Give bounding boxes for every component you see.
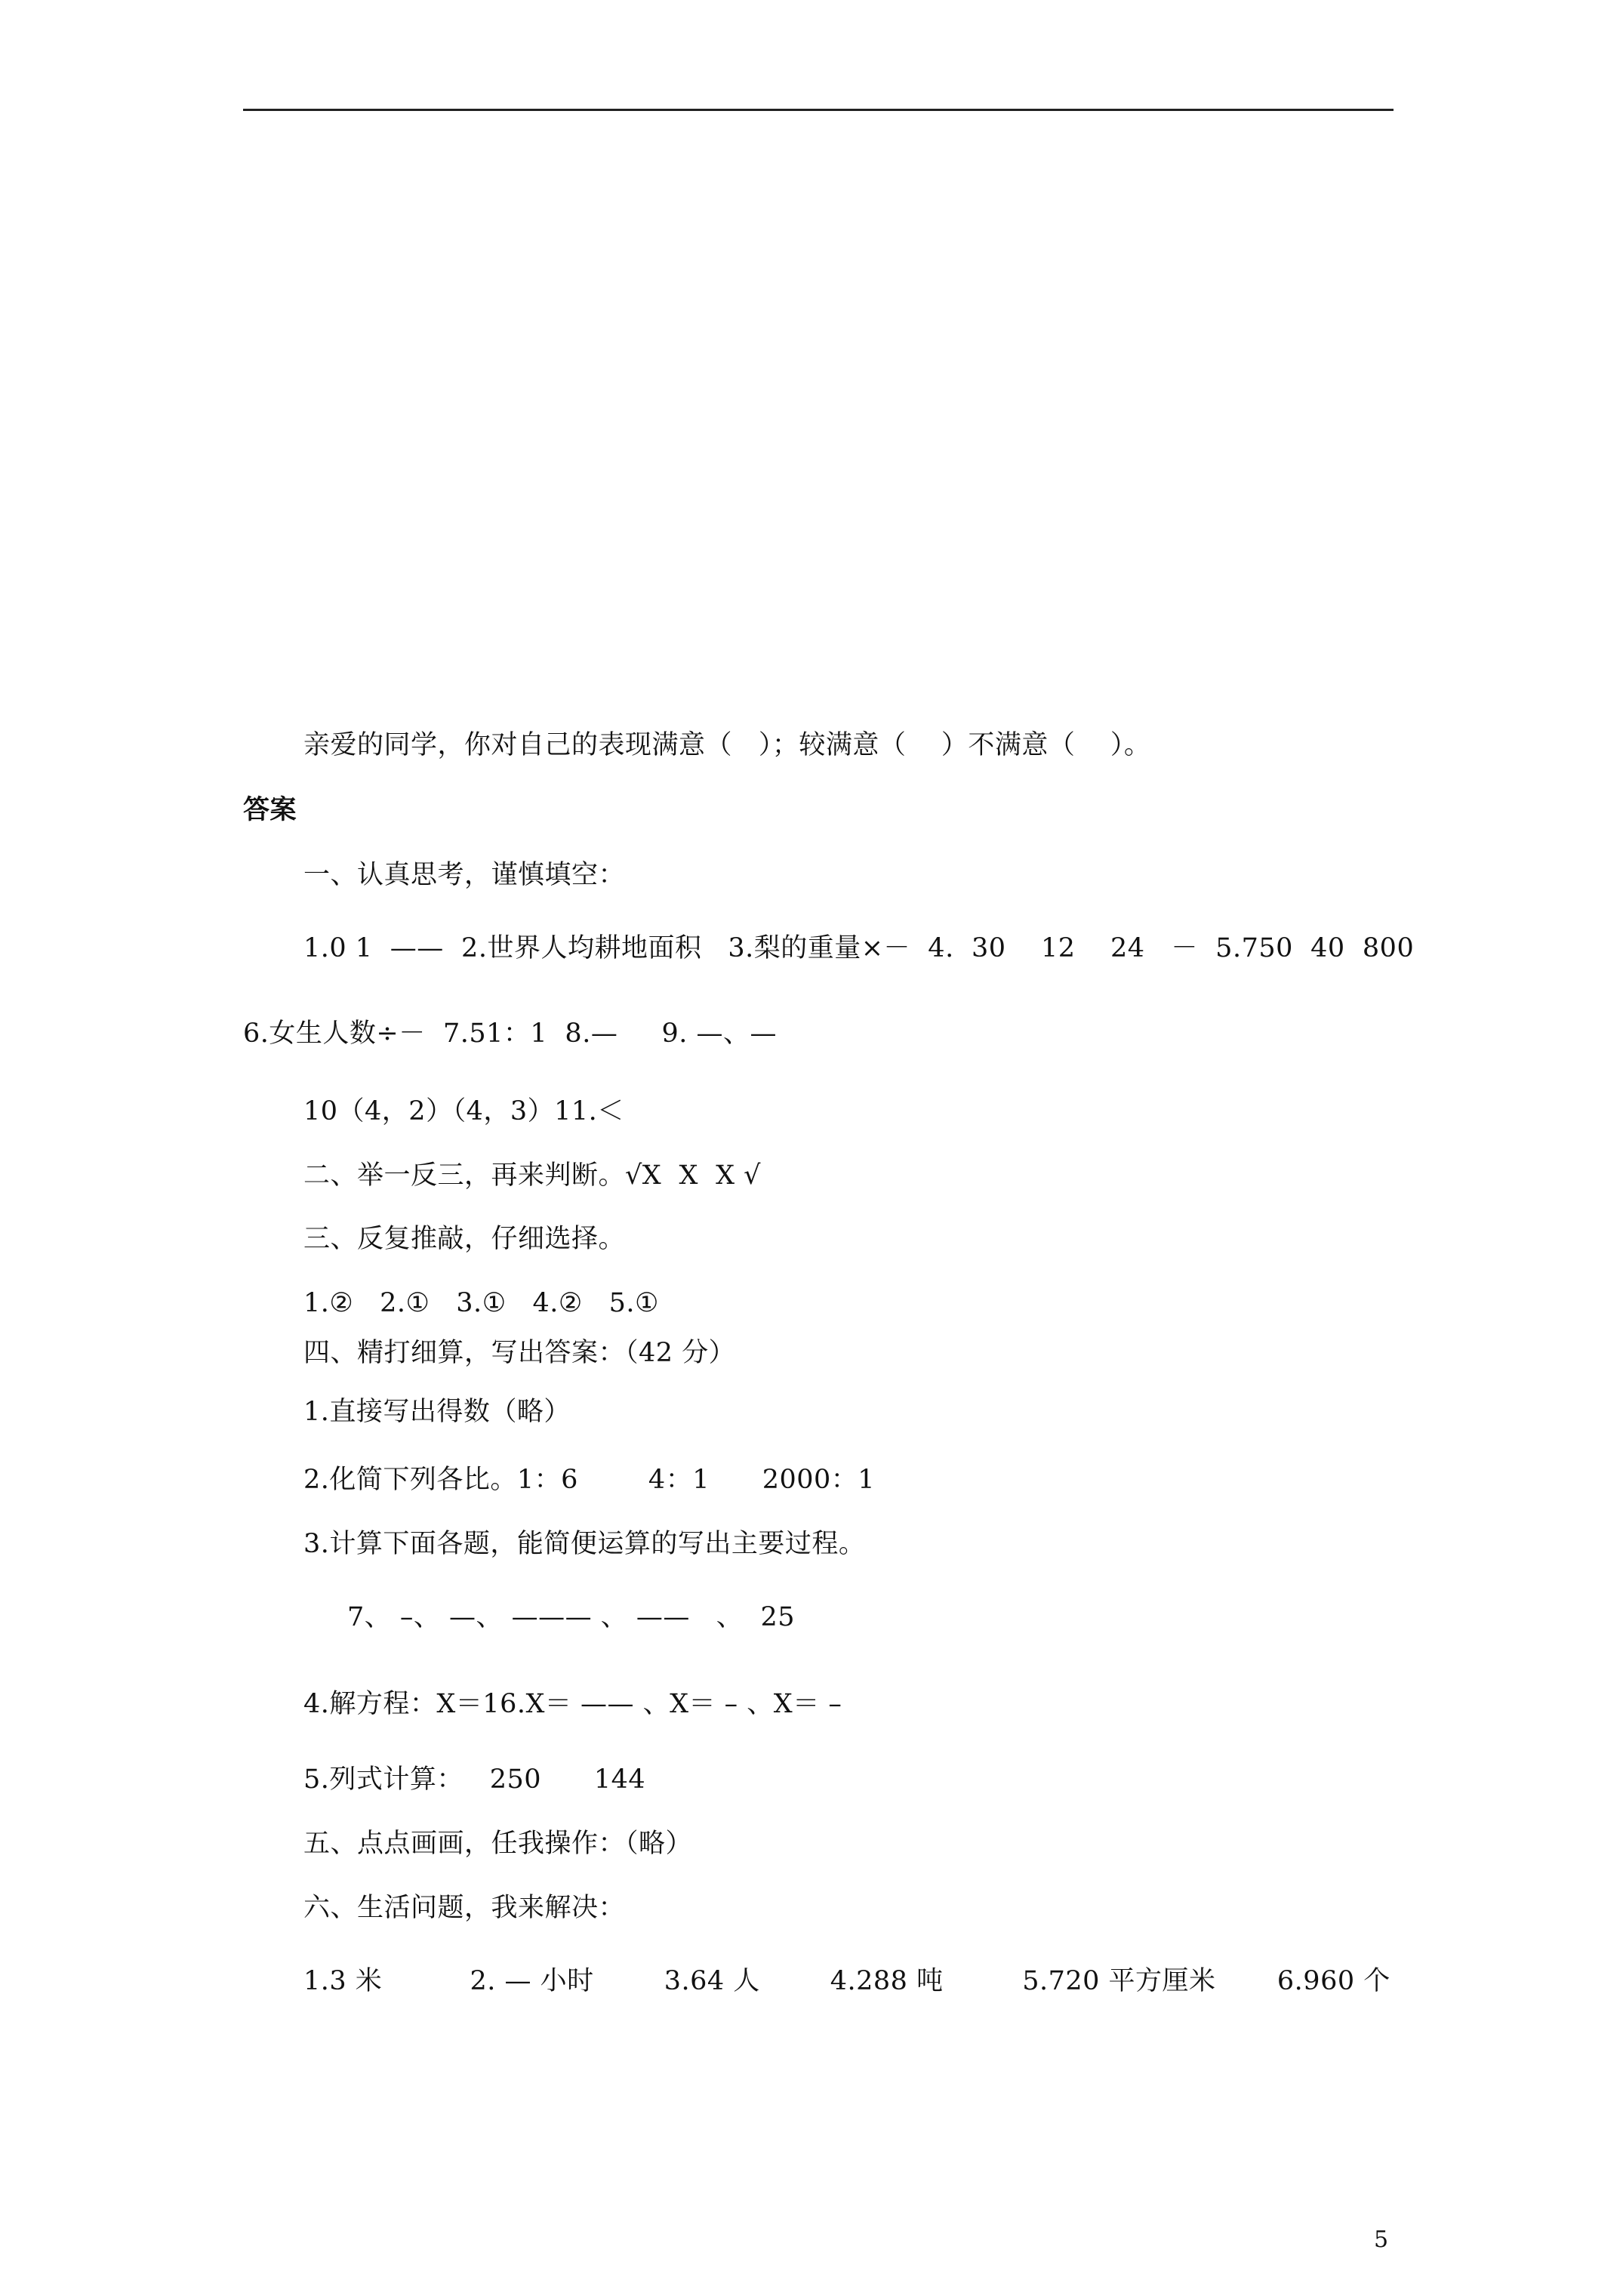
section-4-item-4: 4.解方程：X＝16.X＝ —— 、X＝ – 、X＝ –: [303, 1689, 842, 1719]
section-4-item-1: 1.直接写出得数（略）: [303, 1397, 571, 1427]
section-1-answers-b: 6.女生人数÷－ 7.51：1 8.— 9. —、—: [243, 1019, 777, 1049]
section-1-title: 一、认真思考，谨慎填空：: [303, 860, 626, 890]
section-4-item-5: 5.列式计算： 250 144: [303, 1764, 646, 1795]
section-4-item-3: 3.计算下面各题，能简便运算的写出主要过程。: [303, 1529, 866, 1559]
header-rule: [243, 109, 1394, 111]
section-3-answers: 1.② 2.① 3.① 4.② 5.①: [303, 1288, 659, 1318]
answers-heading: 答案: [243, 794, 297, 825]
section-5-line: 五、点点画画，任我操作：（略）: [303, 1829, 693, 1859]
section-1-answers-c: 10（4，2）（4，3）11.＜: [303, 1096, 624, 1126]
section-4-item-3-answers: 7、 –、 —、 ——— 、 —— 、 25: [347, 1602, 796, 1632]
section-4-item-2: 2.化简下列各比。1：6 4：1 2000：1: [303, 1465, 876, 1495]
section-3-title: 三、反复推敲，仔细选择。: [303, 1224, 626, 1254]
page-number: 5: [1374, 2227, 1389, 2253]
section-6-title: 六、生活问题，我来解决：: [303, 1893, 626, 1923]
section-6-answers: 1.3 米 2. — 小时 3.64 人 4.288 吨 5.720 平方厘米 6.960 个: [303, 1966, 1390, 1996]
section-4-title: 四、精打细算，写出答案：（42 分）: [303, 1338, 736, 1368]
section-2-line: 二、举一反三，再来判断。√X X X √: [303, 1160, 761, 1191]
self-evaluation-line: 亲爱的同学，你对自己的表现满意（ ）；较满意（ ）不满意（ ）。: [303, 730, 1151, 760]
section-1-answers-a: 1.0 1 —— 2.世界人均耕地面积 3.梨的重量×－ 4. 30 12 24 － 5.750 40 800: [303, 933, 1415, 963]
